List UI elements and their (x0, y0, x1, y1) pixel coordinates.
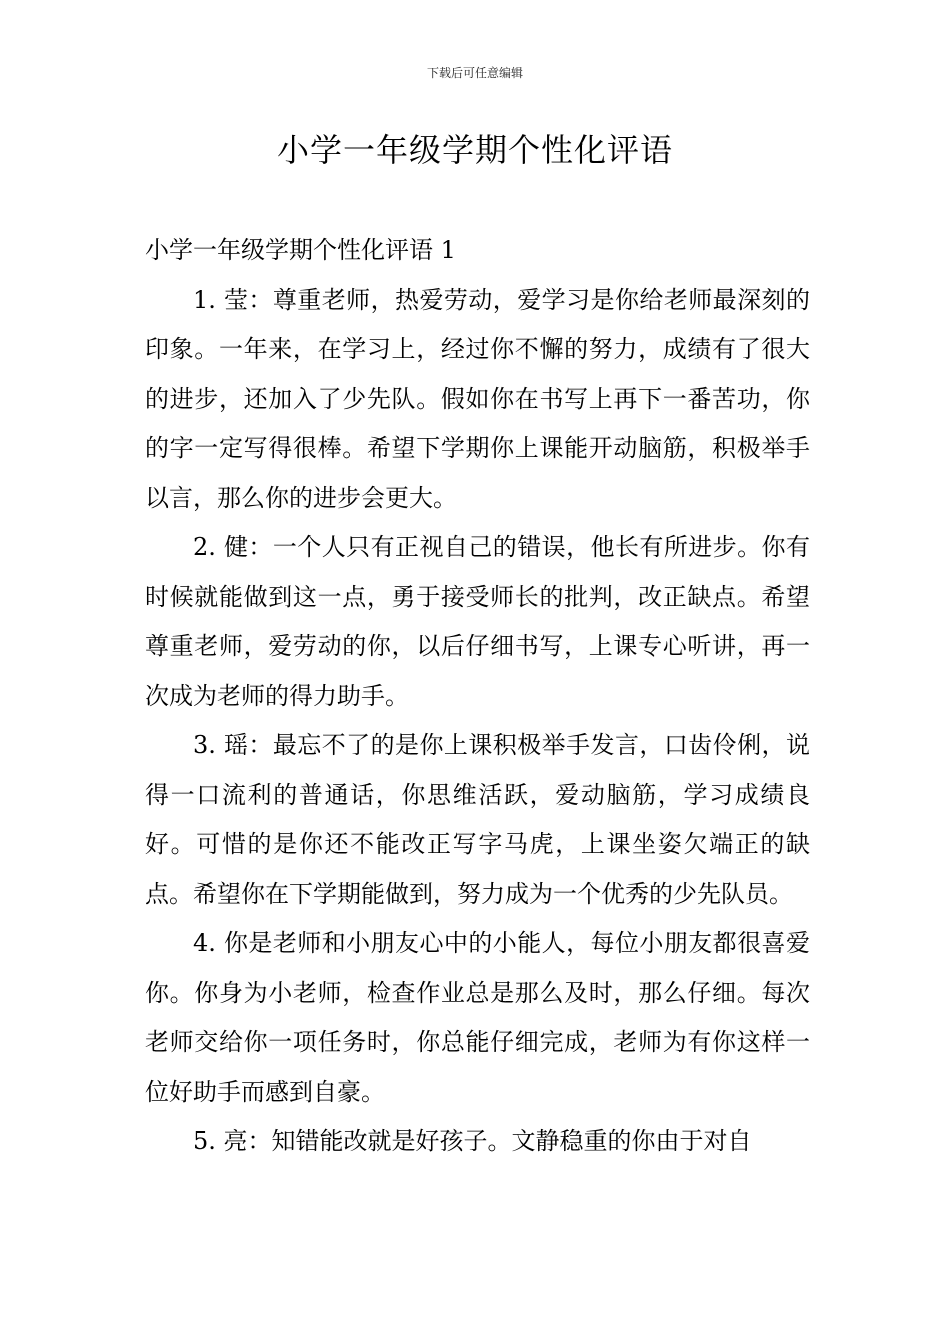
header-note: 下载后可任意编辑 (426, 66, 523, 80)
document-body (145, 226, 810, 1167)
comment-paragraph-3: 3. 瑶：最忘不了的是你上课积极举手发言，口齿伶俐，说得一口流利的普通话，你思维活跃，爱动脑筋，学习成绩良好。可惜的是你还不能改正写字马虎，上课坐姿欠端正的缺点。希望你在下学期能做到，努力成为一个优秀的少先队员。 (145, 731, 810, 908)
section-heading: 小学一年级学期个性化评语 1 (145, 236, 456, 264)
comment-paragraph-1: 1. 莹：尊重老师，热爱劳动，爱学习是你给老师最深刻的印象。一年来，在学习上，经过你不懈的努力，成绩有了很大的进步，还加入了少先队。假如你在书写上再下一番苦功，你的字一定写得很棒。希望下学期你上课能开动脑筋，积极举手以言，那么你的进步会更大。 (145, 285, 810, 512)
comment-paragraph-5: 5. 亮：知错能改就是好孩子。文静稳重的你由于对自 (193, 1127, 752, 1155)
document-title: 小学一年级学期个性化评语 (276, 131, 673, 169)
comment-paragraph-4: 4. 你是老师和小朋友心中的小能人，每位小朋友都很喜爱你。你身为小老师，检查作业总是那么及时，那么仔细。每次老师交给你一项任务时，你总能仔细完成，老师为有你这样一位好助手而感到自豪。 (145, 929, 810, 1106)
comment-paragraph-2: 2. 健：一个人只有正视自己的错误，他长有所进步。你有时候就能做到这一点，勇于接受师长的批判，改正缺点。希望尊重老师，爱劳动的你，以后仔细书写，上课专心听讲，再一次成为老师的得力助手。 (145, 533, 810, 710)
